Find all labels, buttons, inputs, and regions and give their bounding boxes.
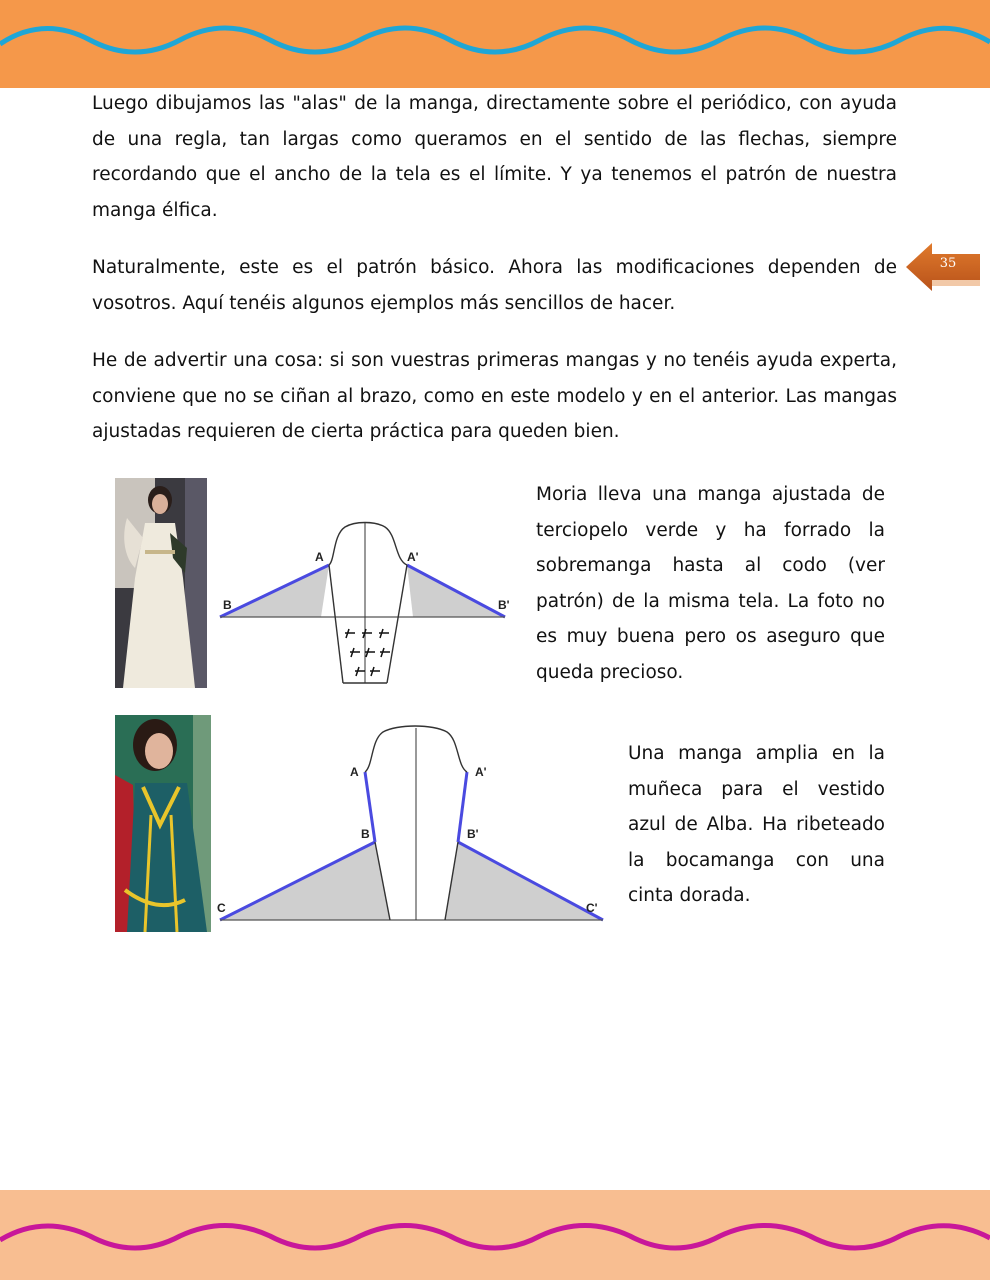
caption-moria: Moria lleva una manga ajustada de terciopelo verde y ha forrado la sobremanga hasta al codo (ver patrón) de la misma tela. La foto no es muy buena pero os aseguro que queda precioso.	[536, 484, 885, 683]
sleeve-pattern-diagram-2	[215, 720, 610, 930]
label-b: B	[361, 827, 370, 841]
label-b: B	[223, 598, 232, 612]
label-a: A	[350, 765, 359, 779]
footer-wave	[0, 1218, 990, 1258]
paragraph-3: He de advertir una cosa: si son vuestras primeras mangas y no tenéis ayuda experta, conviene que no se ciñan al brazo, como en este modelo y en el anterior. Las mangas ajustadas requieren de cierta práctica para queden bien.	[92, 350, 897, 442]
header-wave	[0, 18, 990, 58]
label-a: A	[315, 550, 324, 564]
photo-moria	[115, 478, 207, 688]
label-c: C	[217, 901, 226, 915]
sleeve-pattern-diagram-1	[215, 515, 515, 690]
label-b-prime: B'	[467, 827, 479, 841]
caption-alba: Una manga amplia en la muñeca para el vestido azul de Alba. Ha ribeteado la bocamanga con una cinta dorada.	[628, 743, 885, 906]
label-c-prime: C'	[586, 901, 598, 915]
photo-alba	[115, 715, 211, 932]
page-number: 35	[939, 256, 957, 271]
label-b-prime: B'	[498, 598, 510, 612]
label-a-prime: A'	[407, 550, 419, 564]
label-a-prime: A'	[475, 765, 487, 779]
paragraph-2: Naturalmente, este es el patrón básico. Ahora las modificaciones dependen de vosotros. Aquí tenéis algunos ejemplos más sencillos de hacer.	[92, 257, 897, 314]
paragraph-1: Luego dibujamos las "alas" de la manga, directamente sobre el periódico, con ayuda de una regla, tan largas como queramos en el sentido de las flechas, siempre recordando que el ancho de la tela es el límite. Y ya tenemos el patrón de nuestra manga élfica.	[92, 93, 897, 221]
